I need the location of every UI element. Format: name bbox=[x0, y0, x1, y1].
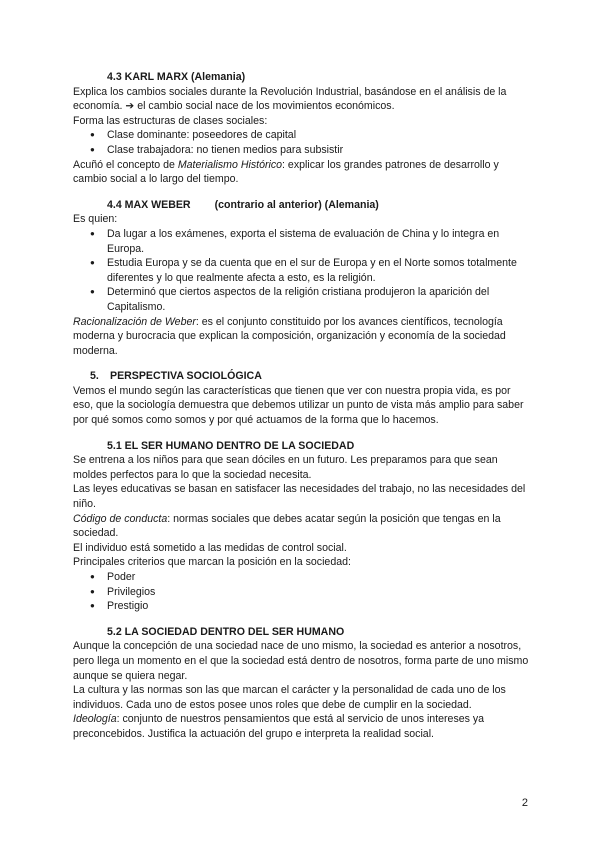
section-title-marx: 4.3 KARL MARX (Alemania) bbox=[107, 71, 246, 83]
perspective-text: Vemos el mundo según las características que tienen que ver con nuestra propia vida, es por eso, que la sociología demuestra que debemos utilizar un punto de vista más amplio para saber por qué somos como somos y por qué actuamos de la forma que lo hacemos. bbox=[73, 384, 524, 427]
list-item: ● Estudia Europa y se da cuenta que en el sur de Europa y en el Norte somos totalmente diferentes y lo que realmente afecta a esto, es la religión. bbox=[73, 256, 533, 285]
list-item: ● Prestigio bbox=[73, 599, 533, 614]
section-title-society-in-human: 5.2 LA SOCIEDAD DENTRO DEL SER HUMANO bbox=[107, 625, 345, 638]
section-title-weber: 4.4 MAX WEBER (contrario al anterior) (Alemania) bbox=[107, 198, 379, 211]
marx-class-list bbox=[73, 128, 533, 157]
weber-rationalization: Racionalización de Weber: es el conjunto constituido por los avances científicos, tecnología moderna y burocracia que explican la composición, organización y economía de la sociedad moderna. bbox=[73, 315, 506, 357]
section-title-perspective: 5. PERSPECTIVA SOCIOLÓGICA bbox=[90, 370, 262, 383]
criteria-list bbox=[73, 570, 533, 614]
weber-list bbox=[73, 227, 533, 315]
racionalizacion-term: Racionalización de Weber bbox=[73, 315, 196, 328]
list-item: ● Clase trabajadora: no tienen medios para subsistir bbox=[73, 143, 533, 158]
list-item: ● Poder bbox=[73, 570, 533, 585]
society-ideology: Ideología: conjunto de nuestros pensamientos que está al servicio de unos intereses ya preconcebidos. Justifica la actuación del grupo e interpreta la realidad social. bbox=[73, 713, 485, 740]
list-item: ● Clase dominante: poseedores de capital bbox=[73, 128, 533, 143]
marx-concept: Acuñó el concepto de Materialismo Histórico: explicar los grandes patrones de desarrollo y cambio social a lo largo del tiempo. bbox=[73, 158, 499, 186]
list-item: ● Privilegios bbox=[73, 585, 533, 600]
human-p4: El individuo está sometido a las medidas de control social. bbox=[73, 541, 347, 554]
human-p1: Se entrena a los niños para que sean dóciles en un futuro. Les preparamos para que sean moldes perfectos para lo que la sociedad necesita. bbox=[73, 454, 498, 481]
human-p2: Las leyes educativas se basan en satisfacer las necesidades del trabajo, no las necesidades del niño. bbox=[73, 483, 526, 511]
ideologia-term: Ideología bbox=[73, 713, 117, 726]
codigo-term: Código de conducta bbox=[73, 512, 168, 525]
weber-lead: Es quien: bbox=[73, 213, 118, 226]
human-code: Código de conducta: normas sociales que debes acatar según la posición que tengas en la sociedad. bbox=[73, 512, 501, 540]
marx-structure-lead: Forma las estructuras de clases sociales: bbox=[73, 114, 268, 127]
section-title-human-in-society: 5.1 EL SER HUMANO DENTRO DE LA SOCIEDAD bbox=[107, 439, 355, 452]
society-p2: La cultura y las normas son las que marcan el carácter y la personalidad de cada uno de los individuos. Cada uno de estos posee unos roles que debe de cumplir en la sociedad. bbox=[73, 684, 506, 711]
document-page bbox=[73, 70, 533, 742]
list-item: ● Da lugar a los exámenes, exporta el sistema de evaluación de China y lo integra en Europa. bbox=[73, 227, 533, 256]
marx-intro: Explica los cambios sociales durante la Revolución Industrial, basándose en el análisis de la economía. ➔ el cambio social nace de los movimientos económicos. bbox=[73, 85, 507, 113]
materialismo-term: Materialismo Histórico bbox=[177, 158, 283, 171]
society-p1: Aunque la concepción de una sociedad nace de uno mismo, la sociedad es anterior a nosotros, pero llega un momento en el que la sociedad está dentro de nosotros, forma parte de uno mismo aunque se quiera negar. bbox=[73, 640, 529, 682]
list-item: ● Determinó que ciertos aspectos de la religión cristiana produjeron la aparición del Capitalismo. bbox=[73, 285, 533, 314]
page-number: 2 bbox=[521, 797, 528, 809]
criteria-lead: Principales criterios que marcan la posición en la sociedad: bbox=[73, 556, 351, 569]
